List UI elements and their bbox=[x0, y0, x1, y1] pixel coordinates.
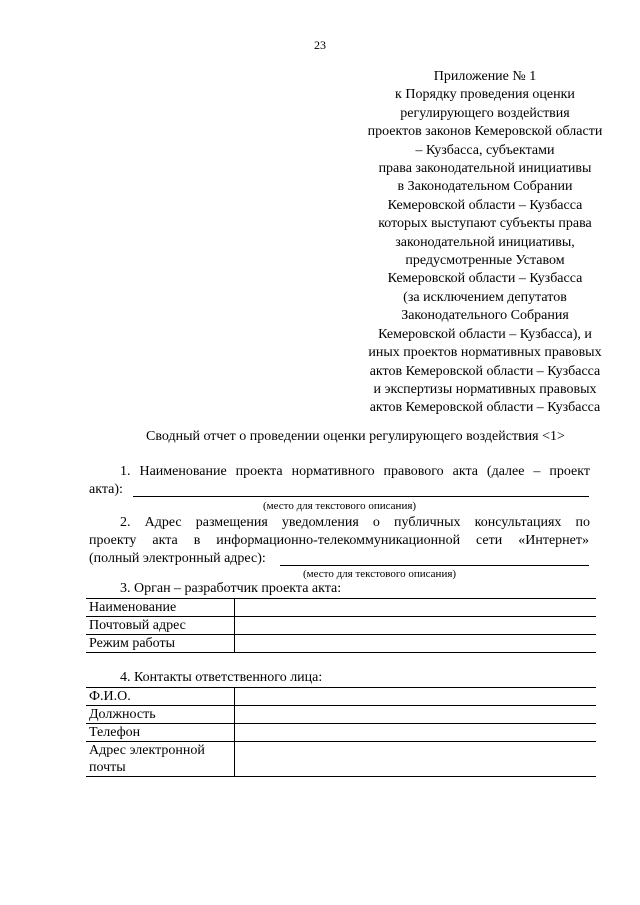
contacts-table bbox=[86, 687, 596, 777]
contact-label: Ф.И.О. bbox=[86, 688, 235, 706]
appendix-line: Кемеровской области – Кузбасса bbox=[387, 271, 583, 287]
contact-label: Телефон bbox=[86, 724, 235, 742]
section1-fill-line[interactable] bbox=[133, 496, 589, 497]
section2-line2: проекту акта в информационно-телекоммуникационной сети «Интернет» bbox=[89, 533, 589, 548]
appendix-line: Кемеровской области – Кузбасса), и bbox=[378, 326, 592, 342]
organ-value-cell[interactable] bbox=[235, 617, 597, 635]
section3-heading: 3. Орган – разработчик проекта акта: bbox=[120, 581, 342, 596]
appendix-line: (за исключением депутатов bbox=[403, 289, 567, 305]
contact-value-cell[interactable] bbox=[235, 688, 597, 706]
section1-caption: (место для текстового описания) bbox=[263, 500, 417, 512]
contact-row bbox=[86, 706, 596, 724]
section4-heading: 4. Контакты ответственного лица: bbox=[120, 670, 323, 685]
appendix-line: проектов законов Кемеровской области bbox=[367, 124, 603, 140]
organ-table bbox=[86, 598, 596, 653]
appendix-line: к Порядку проведения оценки bbox=[395, 87, 575, 103]
appendix-line: в Законодательном Собрании bbox=[397, 179, 573, 195]
contact-value-cell[interactable] bbox=[235, 706, 597, 724]
organ-value-cell[interactable] bbox=[235, 635, 597, 653]
appendix-line: актов Кемеровской области – Кузбасса bbox=[369, 400, 601, 416]
appendix-line: – Кузбасса, субъектами bbox=[415, 142, 555, 158]
organ-row bbox=[86, 599, 596, 617]
contact-label: Адрес электронной почты bbox=[86, 742, 235, 777]
section2-line3-prefix: (полный электронный адрес): bbox=[89, 551, 266, 566]
page-number: 23 bbox=[314, 38, 326, 52]
appendix-line: иных проектов нормативных правовых bbox=[368, 345, 602, 361]
contact-row bbox=[86, 724, 596, 742]
appendix-line: Приложение № 1 bbox=[433, 69, 537, 84]
appendix-line: предусмотренные Уставом bbox=[405, 253, 565, 269]
appendix-line: регулирующего воздействия bbox=[400, 105, 570, 121]
contact-value-cell[interactable] bbox=[235, 724, 597, 742]
appendix-line: которых выступают субъекты права bbox=[378, 216, 592, 232]
appendix-line: актов Кемеровской области – Кузбасса bbox=[369, 363, 601, 379]
section2-line1: 2. Адрес размещения уведомления о публичных консультациях по bbox=[120, 515, 590, 530]
organ-row bbox=[86, 617, 596, 635]
appendix-line: Законодательного Собрания bbox=[401, 308, 569, 324]
appendix-header bbox=[340, 68, 630, 418]
organ-label: Режим работы bbox=[86, 635, 235, 653]
contact-value-cell[interactable] bbox=[235, 742, 597, 777]
contact-label: Должность bbox=[86, 706, 235, 724]
appendix-line: права законодательной инициативы bbox=[378, 161, 592, 177]
section2-caption: (место для текстового описания) bbox=[303, 568, 457, 580]
section2-fill-line[interactable] bbox=[280, 565, 589, 566]
contact-row bbox=[86, 688, 596, 706]
organ-label: Почтовый адрес bbox=[86, 617, 235, 635]
appendix-line: и экспертизы нормативных правовых bbox=[373, 381, 597, 397]
organ-value-cell[interactable] bbox=[235, 599, 597, 617]
appendix-line: законодательной инициативы, bbox=[395, 234, 575, 250]
report-title: Сводный отчет о проведении оценки регулирующего воздействия <1> bbox=[146, 429, 565, 444]
contact-row bbox=[86, 742, 596, 777]
organ-label: Наименование bbox=[86, 599, 235, 617]
organ-row bbox=[86, 635, 596, 653]
appendix-line: Кемеровской области – Кузбасса bbox=[387, 197, 583, 213]
section1-line1: 1. Наименование проекта нормативного правового акта (далее – проект bbox=[120, 464, 590, 479]
section1-line2-prefix: акта): bbox=[89, 482, 123, 497]
